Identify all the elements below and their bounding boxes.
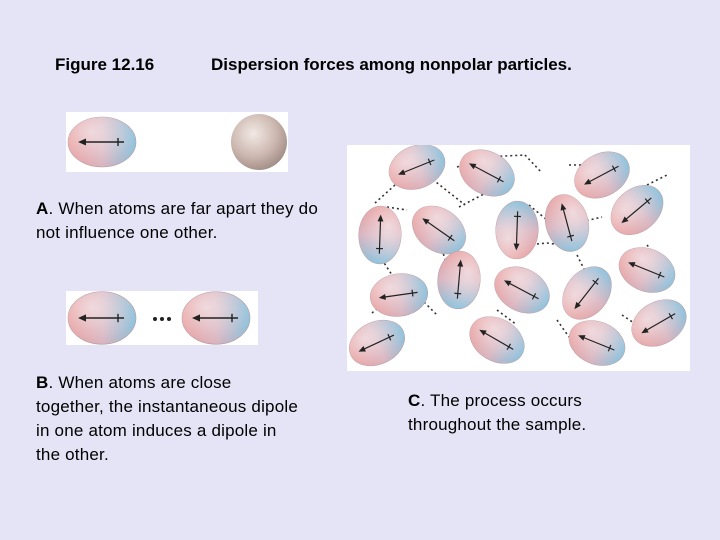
dipole-molecule bbox=[562, 312, 632, 371]
caption-c bbox=[408, 389, 648, 437]
figure-number: Figure 12.16 bbox=[55, 55, 155, 74]
caption-a-text: . When atoms are far apart they do not influence one other. bbox=[36, 199, 318, 242]
caption-b-letter: B bbox=[36, 373, 49, 392]
figure-title: Dispersion forces among nonpolar particles. bbox=[211, 55, 572, 74]
dipole-molecule bbox=[552, 257, 621, 329]
dipole-molecule bbox=[435, 249, 482, 310]
panel-a-illustration bbox=[66, 112, 288, 172]
dipole-molecule bbox=[495, 200, 539, 259]
dipole-molecule bbox=[487, 258, 558, 323]
panel-c-illustration bbox=[347, 145, 690, 371]
caption-c-letter: C bbox=[408, 391, 421, 410]
dipole-molecule bbox=[367, 270, 430, 320]
dipole-atom bbox=[68, 117, 136, 167]
panel-b-illustration bbox=[66, 291, 258, 345]
neutral-atom bbox=[231, 114, 287, 170]
dipole-molecule bbox=[539, 190, 595, 257]
dipole-molecule bbox=[358, 205, 402, 264]
caption-b bbox=[36, 371, 298, 467]
attraction-dots bbox=[153, 317, 171, 321]
caption-c-text: . The process occurs throughout the sample. bbox=[408, 391, 587, 434]
dipole-molecule bbox=[382, 145, 452, 198]
dipole-molecule bbox=[461, 307, 532, 371]
caption-a bbox=[36, 197, 336, 245]
caption-b-text: . When atoms are close together, the instantaneous dipole in one atom induces a dipole in the other. bbox=[36, 373, 298, 464]
caption-a-letter: A bbox=[36, 199, 49, 218]
dipole-molecule bbox=[452, 145, 523, 205]
induced-dipole-atom bbox=[182, 292, 250, 345]
dipole-molecule bbox=[347, 312, 412, 371]
dipole-atom bbox=[68, 292, 136, 345]
dipole-molecule bbox=[623, 290, 690, 356]
dipole-molecule bbox=[612, 239, 682, 300]
